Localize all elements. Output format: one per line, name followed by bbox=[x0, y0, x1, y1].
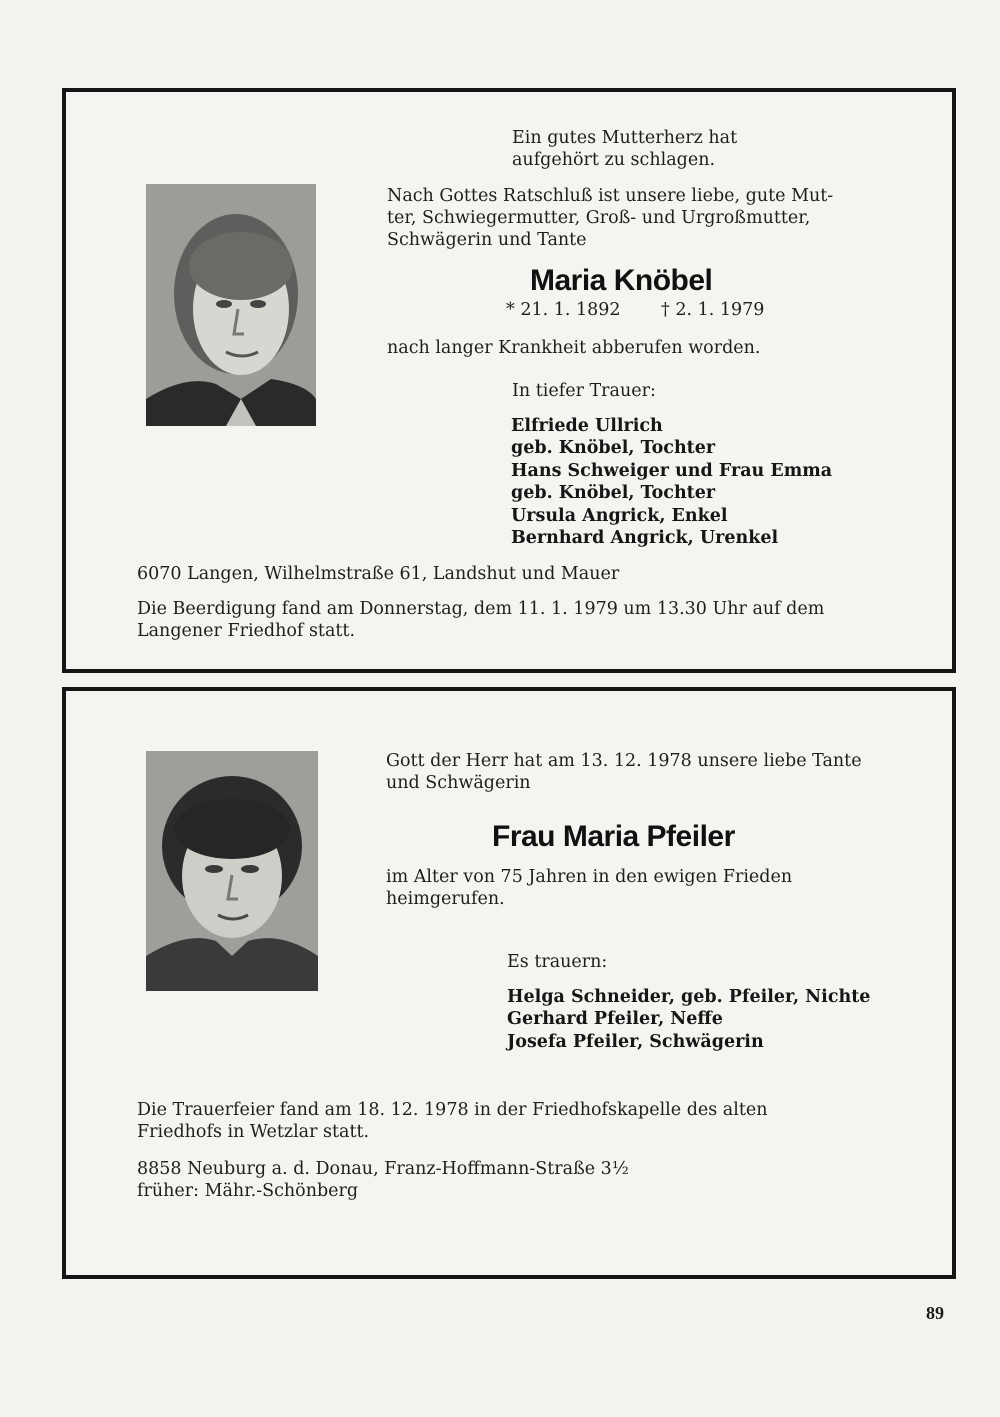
deceased-name-maria-pfeiler: Frau Maria Pfeiler bbox=[492, 820, 735, 853]
birth-date: * 21. 1. 1892 bbox=[506, 300, 621, 320]
n2-funeral-line-2: Friedhofs in Wetzlar statt. bbox=[137, 1122, 370, 1142]
n1-body-line-1: Nach Gottes Ratschluß ist unsere liebe, gute Mut- bbox=[387, 186, 834, 206]
n2-intro-line-2: und Schwägerin bbox=[386, 773, 531, 793]
mourner: Hans Schweiger und Frau Emma bbox=[511, 460, 833, 481]
portrait-photo-maria-knoebel bbox=[146, 184, 316, 426]
n1-called-line: nach langer Krankheit abberufen worden. bbox=[387, 338, 761, 358]
mourner: Josefa Pfeiler, Schwägerin bbox=[507, 1031, 764, 1052]
n2-address-line-1: 8858 Neuburg a. d. Donau, Franz-Hoffmann-Straße 3½ bbox=[137, 1159, 629, 1179]
n1-intro-line-2: aufgehört zu schlagen. bbox=[512, 150, 716, 170]
mourner: Elfriede Ullrich bbox=[511, 416, 663, 436]
mourner: Gerhard Pfeiler, Neffe bbox=[507, 1009, 723, 1030]
n2-mourning-label: Es trauern: bbox=[507, 952, 608, 972]
n2-body-line-2: heimgerufen. bbox=[386, 889, 505, 909]
mourner: Ursula Angrick, Enkel bbox=[511, 505, 728, 526]
n1-mourning-label: In tiefer Trauer: bbox=[512, 381, 656, 401]
mourner: Helga Schneider, geb. Pfeiler, Nichte bbox=[507, 987, 871, 1007]
n2-intro-line-1: Gott der Herr hat am 13. 12. 1978 unsere liebe Tante bbox=[386, 751, 862, 771]
n2-body-line-1: im Alter von 75 Jahren in den ewigen Frieden bbox=[386, 867, 793, 887]
n1-address: 6070 Langen, Wilhelmstraße 61, Landshut und Mauer bbox=[137, 564, 620, 584]
mourner: Bernhard Angrick, Urenkel bbox=[511, 528, 779, 549]
page-number: 89 bbox=[926, 1303, 944, 1323]
mourner: geb. Knöbel, Tochter bbox=[511, 438, 716, 459]
n2-funeral-line-1: Die Trauerfeier fand am 18. 12. 1978 in der Friedhofskapelle des alten bbox=[137, 1100, 768, 1120]
n1-intro-line-1: Ein gutes Mutterherz hat bbox=[512, 128, 738, 148]
deceased-name-maria-knoebel: Maria Knöbel bbox=[530, 264, 713, 297]
mourner: geb. Knöbel, Tochter bbox=[511, 483, 716, 504]
n1-funeral-line-1: Die Beerdigung fand am Donnerstag, dem 11. 1. 1979 um 13.30 Uhr auf dem bbox=[137, 599, 825, 619]
n1-mourners-list bbox=[511, 415, 832, 549]
death-date: † 2. 1. 1979 bbox=[661, 300, 765, 320]
n1-body-line-3: Schwägerin und Tante bbox=[387, 230, 587, 250]
n2-address-line-2: früher: Mähr.-Schönberg bbox=[137, 1181, 359, 1201]
n1-body-line-2: ter, Schwiegermutter, Groß- und Urgroßmutter, bbox=[387, 208, 811, 228]
n2-mourners-list bbox=[507, 986, 870, 1053]
n1-funeral-line-2: Langener Friedhof statt. bbox=[137, 621, 356, 641]
portrait-photo-maria-pfeiler bbox=[146, 751, 318, 991]
